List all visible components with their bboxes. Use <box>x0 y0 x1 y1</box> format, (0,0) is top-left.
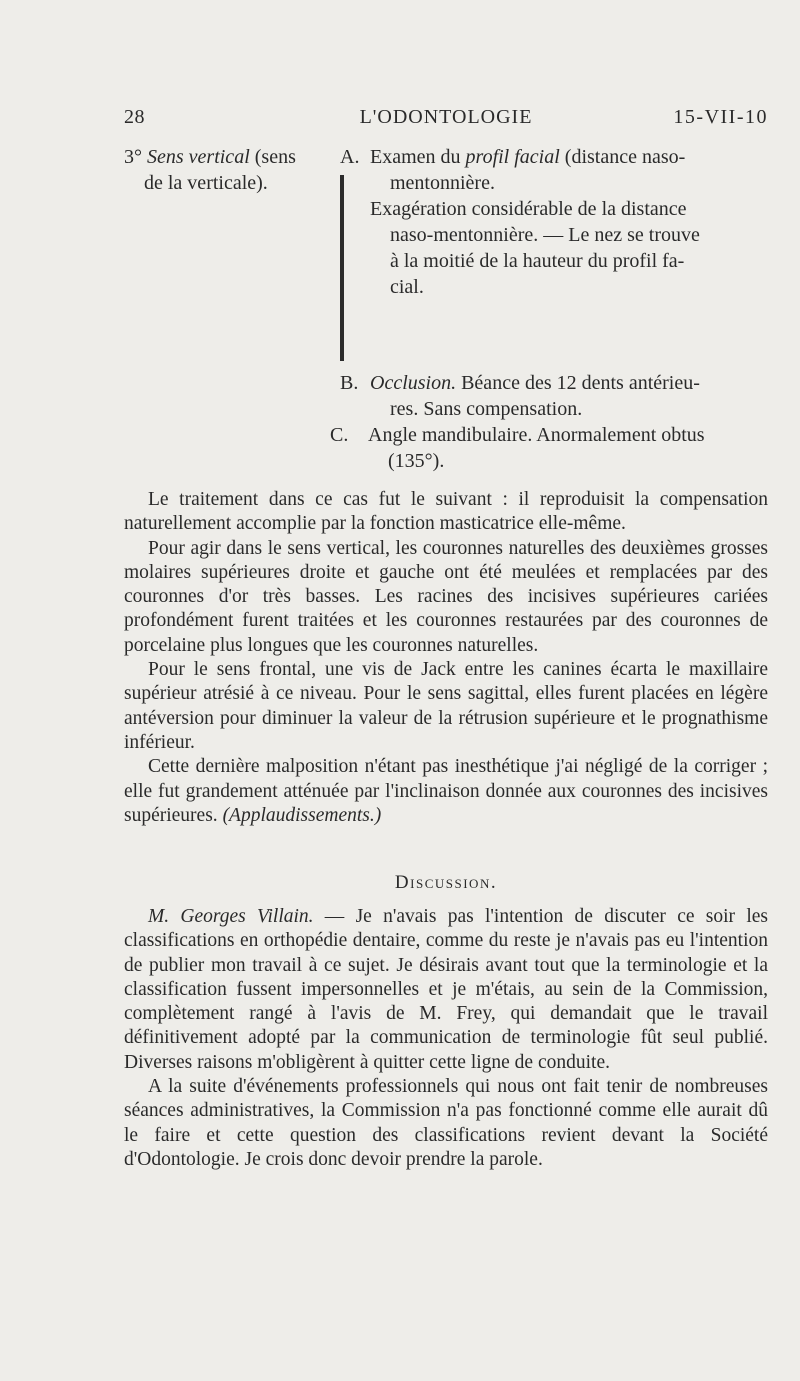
item-c-line-2: (135°). <box>388 450 445 472</box>
item-a-detail-4: cial. <box>390 276 424 298</box>
page-number: 28 <box>124 106 145 128</box>
item-b-line-1: Occlusion. Béance des 12 dents antérieu- <box>370 372 700 394</box>
item-a-detail-2: naso-mentonnière. — Le nez se trouve <box>390 224 700 246</box>
paragraph: Le traitement dans ce cas fut le suivant : il reproduisit la compensation naturellement accomplie par la fonction masticatrice elle-même. <box>124 489 768 535</box>
discussion-text <box>124 905 768 1172</box>
running-header <box>124 106 768 132</box>
section-label <box>124 144 334 196</box>
item-c-line-1: Angle mandibulaire. Anormalement obtus <box>368 424 705 446</box>
journal-title: L'ODONTOLOGIE <box>359 106 533 128</box>
section-number: 3° <box>124 146 142 168</box>
discussion-heading: Discussion. <box>394 872 498 893</box>
section-label-rest: (sens <box>249 146 296 168</box>
brace-bar <box>340 175 344 361</box>
speaker-name: M. Georges Villain. <box>148 906 314 927</box>
item-c-letter: C. <box>330 424 349 446</box>
body-text <box>124 488 768 828</box>
paragraph: M. Georges Villain. — Je n'avais pas l'intention de discuter ce soir les classifications en orthopédie dentaire, comme du reste je n'avais pas eu l'intention de publier mon travail à ce sujet. Je désirais avant tout que la terminologie et la classification fussent impersonnelles et je m'étais, au sein de la Commission, complètement rangé à l'avis de M. Frey, qui demandait que le travail définitivement adopté par la communication de terminologie fût seul publié. Diverses raisons m'obligèrent à quitter cette ligne de conduite. <box>124 906 768 1073</box>
item-a-line-1: Examen du profil facial (distance naso- <box>370 146 686 168</box>
item-a-line-2: mentonnière. <box>390 172 495 194</box>
item-a-italic: profil facial <box>465 146 560 168</box>
section-label-line-2: de la verticale). <box>144 172 268 194</box>
item-a-detail-3: à la moitié de la hauteur du profil fa- <box>390 250 685 272</box>
section-label-italic: Sens vertical <box>147 146 250 168</box>
item-a-detail-1: Exagération considérable de la distance <box>370 198 687 220</box>
paragraph: Cette dernière malposition n'étant pas inesthétique j'ai négligé de la corriger ; elle fut grandement atténuée par l'inclinaison donnée aux couronnes des incisives supérieures. (Applaudissements.) <box>124 756 768 826</box>
paragraph: A la suite d'événements professionnels qui nous ont fait tenir de nombreuses séances administratives, la Commission n'a pas fonctionné comme elle aurait dû le faire et cette question des classifications revient devant la Société d'Odontologie. Je crois donc devoir prendre la parole. <box>124 1076 768 1170</box>
applause-note: (Applaudissements.) <box>222 804 382 826</box>
paragraph: Pour le sens frontal, une vis de Jack entre les canines écarta le maxillaire supérieur atrésié à ce niveau. Pour le sens sagittal, elles furent placées en légère antéversion pour diminuer la valeur de la rétrusion supérieure et le prognathisme inférieur. <box>124 659 768 753</box>
item-b-letter: B. <box>340 372 359 394</box>
item-b-line-2: res. Sans compensation. <box>390 398 583 420</box>
paragraph: Pour agir dans le sens vertical, les couronnes naturelles des deuxièmes grosses molaires supérieures droite et gauche ont été meulées et remplacées par des couronnes d'or très basses. Les racines des incisives supérieures cariées profondément furent traitées et les couronnes restaurées par des couronnes de porcelaine plus longues que les couronnes naturelles. <box>124 537 768 656</box>
issue-date: 15-VII-10 <box>673 106 768 128</box>
item-a-letter: A. <box>340 146 360 168</box>
section-label-line-1 <box>124 144 334 170</box>
item-b-italic: Occlusion. <box>370 372 457 394</box>
